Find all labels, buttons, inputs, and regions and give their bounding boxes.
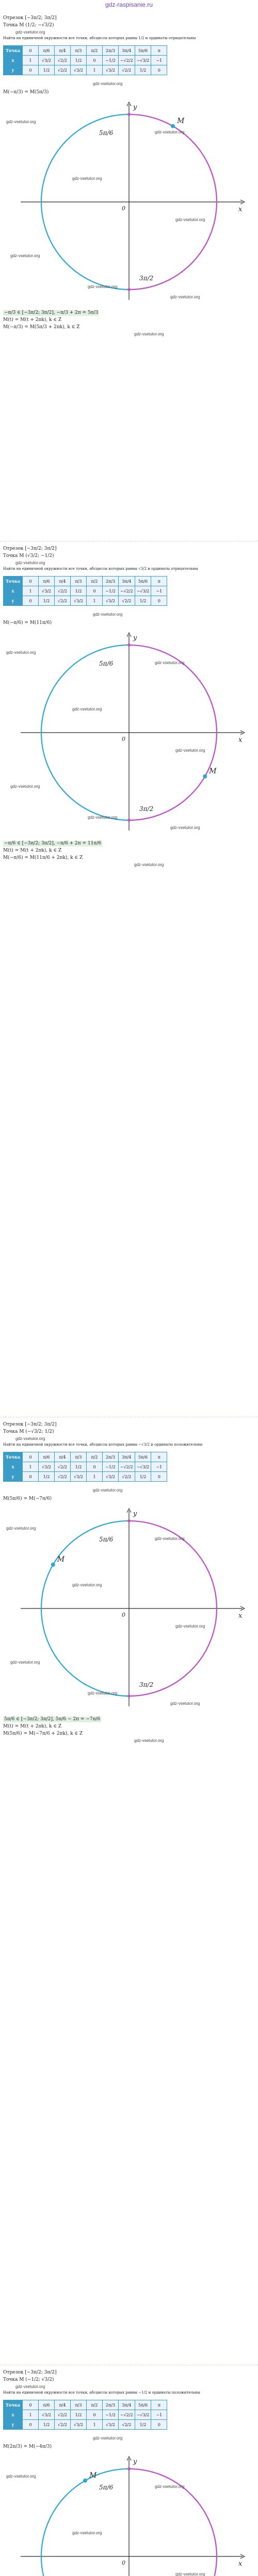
table-cell: π/6 [39, 46, 55, 56]
table-cell: −√2/2 [119, 56, 135, 65]
watermark: gdz-vsetutor.org [93, 1488, 123, 1493]
task-note: Найти на единичной окружности все точки, абсциссы которых равны −√3/2 и ординаты положительны [3, 1443, 203, 1447]
table-cell: −√2/2 [119, 2410, 135, 2420]
unit-circle-diagram [0, 1505, 258, 1711]
table-cell: √2/2 [55, 56, 71, 65]
table-cell: 1/2 [135, 1472, 151, 1482]
table-cell: √2/2 [119, 65, 135, 75]
table-cell: 0 [23, 577, 39, 586]
watermark: gdz-vsetutor.org [155, 1536, 185, 1541]
table-cell: 5π/6 [135, 46, 151, 56]
table-cell: 1/2 [39, 65, 55, 75]
table-cell: π [151, 1452, 167, 1462]
table-cell: 0 [151, 596, 167, 606]
point-m-marker [51, 1563, 55, 1567]
table-header-cell: x [4, 2410, 23, 2420]
values-table [3, 2400, 167, 2430]
table-header-cell: x [4, 1462, 23, 1472]
top-marker [127, 643, 131, 647]
table-cell: 3π/4 [119, 2400, 135, 2410]
top-marker [127, 1519, 131, 1522]
table-row [4, 2410, 167, 2420]
values-table [3, 576, 167, 606]
point-text: Точка M (√3/2; −1/2) [3, 553, 54, 558]
table-cell: 0 [87, 56, 103, 65]
site-title[interactable]: gdz-raspisanie.ru [105, 1, 153, 8]
point-m-label: M [89, 2471, 97, 2480]
watermark: gdz-vsetutor.org [155, 660, 185, 665]
table-cell: π/2 [87, 1452, 103, 1462]
table-cell: 3π/4 [119, 577, 135, 586]
watermark: gdz-vsetutor.org [134, 1738, 164, 1743]
table-cell: 1 [23, 586, 39, 596]
formula-text: M(2π/3) = M(−4π/3) [3, 2444, 52, 2449]
table-row [4, 2420, 167, 2430]
unit-circle-diagram [0, 630, 258, 836]
table-cell: √2/2 [55, 1462, 71, 1472]
table-cell: π/3 [71, 1452, 87, 1462]
bottom-marker [127, 288, 131, 291]
table-cell: √3/2 [39, 2410, 55, 2420]
table-row [4, 1472, 167, 1482]
watermark: gdz-vsetutor.org [170, 1701, 200, 1706]
table-header-cell: Точка [4, 1452, 23, 1462]
table-cell: 0 [87, 586, 103, 596]
table-row [4, 2400, 167, 2410]
table-cell: 1/2 [39, 1472, 55, 1482]
table-cell: −1 [151, 56, 167, 65]
watermark: gdz-vsetutor.org [10, 1660, 40, 1665]
point-text: Точка M (−1/2; √3/2) [3, 2377, 54, 2382]
table-row [4, 65, 167, 75]
table-cell: −√2/2 [119, 1462, 135, 1472]
table-cell: π [151, 577, 167, 586]
table-cell: 0 [151, 1472, 167, 1482]
table-cell: π/4 [55, 1452, 71, 1462]
table-cell: −1/2 [103, 56, 119, 65]
x-axis-label: x [238, 1612, 243, 1620]
table-row [4, 46, 167, 56]
table-cell: −√3/2 [135, 586, 151, 596]
table-row [4, 586, 167, 596]
table-cell: 1 [87, 596, 103, 606]
table-cell: 0 [87, 2410, 103, 2420]
watermark: gdz-vsetutor.org [72, 707, 102, 711]
watermark: gdz-vsetutor.org [6, 120, 36, 124]
table-cell: √2/2 [55, 2420, 71, 2430]
unit-circle-diagram [0, 2453, 258, 2576]
table-cell: 3π/4 [119, 1452, 135, 1462]
table-cell: π/6 [39, 2400, 55, 2410]
table-cell: 1/2 [135, 65, 151, 75]
unit-circle-diagram [0, 99, 258, 305]
table-cell: −1 [151, 586, 167, 596]
table-cell: −√3/2 [135, 56, 151, 65]
solution-step: 5π/6 ∈ [−3π/2; 3π/2], 5π/6 − 2π = −7π/6 [4, 1717, 101, 1722]
watermark: gdz-vsetutor.org [72, 1583, 102, 1587]
watermark: gdz-vsetutor.org [175, 2572, 205, 2576]
watermark: gdz-vsetutor.org [170, 295, 200, 299]
watermark: gdz-vsetutor.org [175, 1624, 205, 1629]
table-cell: 2π/3 [103, 577, 119, 586]
point-m-marker [171, 124, 175, 128]
watermark: gdz-vsetutor.org [93, 81, 123, 86]
table-cell: √2/2 [119, 596, 135, 606]
table-cell: π [151, 2400, 167, 2410]
angle-label-top: 5π/6 [99, 660, 114, 667]
y-axis-label: y [133, 104, 137, 111]
point-text: Точка M (−√3/2; 1/2) [3, 1429, 54, 1434]
table-cell: 1 [23, 56, 39, 65]
table-cell: 0 [23, 65, 39, 75]
watermark: gdz-vsetutor.org [88, 1691, 118, 1696]
table-cell: √2/2 [55, 586, 71, 596]
table-cell: √2/2 [55, 2410, 71, 2420]
interval-text: Отрезок [−3π/2; 3π/2] [3, 1422, 57, 1427]
table-row [4, 56, 167, 65]
formula-text: M(5π/6) = M(−7π/6) [3, 1496, 52, 1501]
interval-text: Отрезок [−3π/2; 3π/2] [3, 2370, 57, 2375]
table-cell: π/2 [87, 577, 103, 586]
origin-label: 0 [122, 736, 125, 742]
watermark: gdz-vsetutor.org [155, 2484, 185, 2489]
table-cell: √3/2 [103, 1472, 119, 1482]
x-axis-label: x [238, 206, 243, 213]
solution-step: M(t) = M(t + 2πk), k ∈ Z [3, 1724, 62, 1729]
task-note: Найти на единичной окружности все точки, абсциссы которых равны √3/2 и ординаты отрицательны [3, 567, 198, 571]
table-cell: π/3 [71, 46, 87, 56]
watermark: gdz-vsetutor.org [134, 862, 164, 867]
table-cell: √3/2 [71, 2420, 87, 2430]
table-cell: π/6 [39, 1452, 55, 1462]
watermark: gdz-vsetutor.org [15, 30, 45, 35]
solution-step: −π/3 ∈ [−3π/2; 3π/2], −π/3 + 2π = 5π/3 [4, 310, 99, 315]
table-cell: π/3 [71, 2400, 87, 2410]
table-cell: √3/2 [103, 596, 119, 606]
table-cell: 1/2 [71, 586, 87, 596]
table-cell: 2π/3 [103, 2400, 119, 2410]
watermark: gdz-vsetutor.org [15, 1436, 45, 1441]
watermark: gdz-vsetutor.org [175, 748, 205, 753]
watermark: gdz-vsetutor.org [10, 784, 40, 789]
table-header-cell: y [4, 2420, 23, 2430]
table-cell: 5π/6 [135, 577, 151, 586]
interval-text: Отрезок [−3π/2; 3π/2] [3, 15, 57, 21]
table-cell: √3/2 [39, 586, 55, 596]
watermark: gdz-vsetutor.org [10, 253, 40, 258]
solution-step: M(−π/6) = M(11π/6 + 2πk), k ∈ Z [3, 855, 83, 860]
watermark: gdz-vsetutor.org [93, 2436, 123, 2441]
origin-label: 0 [122, 1612, 125, 1618]
watermark: gdz-vsetutor.org [175, 217, 205, 222]
point-m-label: M [57, 1555, 65, 1564]
table-cell: 0 [23, 1472, 39, 1482]
table-cell: 0 [151, 2420, 167, 2430]
table-header-cell: x [4, 56, 23, 65]
table-cell: √2/2 [119, 1472, 135, 1482]
task-note: Найти на единичной окружности все точки, абсциссы которых равны −1/2 и ординаты положительны [3, 2391, 200, 2395]
solution-step: M(5π/6) = M(−7π/6 + 2πk), k ∈ Z [3, 1731, 83, 1736]
table-cell: −1/2 [103, 586, 119, 596]
point-m-label: M [209, 767, 217, 775]
watermark: gdz-vsetutor.org [6, 1526, 36, 1531]
table-cell: π/6 [39, 577, 55, 586]
values-table [3, 1452, 167, 1482]
watermark: gdz-vsetutor.org [170, 825, 200, 830]
table-cell: √3/2 [71, 65, 87, 75]
table-cell: 1/2 [135, 596, 151, 606]
interval-text: Отрезок [−3π/2; 3π/2] [3, 546, 57, 551]
point-m-marker [83, 2479, 87, 2483]
table-cell: 1 [23, 2410, 39, 2420]
table-cell: √3/2 [39, 1462, 55, 1472]
y-axis-label: y [133, 634, 137, 642]
table-header-cell: y [4, 596, 23, 606]
watermark: gdz-vsetutor.org [15, 561, 45, 565]
task-note: Найти на единичной окружности все точки, абсциссы которых равны 1/2 и ординаты отрицательны [3, 36, 196, 40]
table-cell: 1/2 [135, 2420, 151, 2430]
table-cell: 3π/4 [119, 46, 135, 56]
bottom-marker [127, 819, 131, 822]
watermark: gdz-vsetutor.org [72, 2531, 102, 2535]
table-cell: 0 [87, 1462, 103, 1472]
table-header-cell: Точка [4, 577, 23, 586]
table-cell: 0 [23, 1452, 39, 1462]
table-cell: −1/2 [103, 1462, 119, 1472]
table-cell: 0 [23, 2420, 39, 2430]
table-cell: −1 [151, 1462, 167, 1472]
table-cell: −1/2 [103, 2410, 119, 2420]
table-row [4, 1452, 167, 1462]
x-axis-label: x [238, 736, 243, 744]
table-cell: 2π/3 [103, 1452, 119, 1462]
watermark: gdz-vsetutor.org [88, 815, 118, 820]
table-cell: √2/2 [55, 1472, 71, 1482]
table-cell: √2/2 [119, 2420, 135, 2430]
table-cell: 1/2 [39, 596, 55, 606]
table-cell: −√3/2 [135, 1462, 151, 1472]
table-cell: π/4 [55, 2400, 71, 2410]
values-table [3, 45, 167, 75]
table-cell: 0 [23, 2400, 39, 2410]
table-row [4, 1462, 167, 1472]
point-text: Точка M (1/2; −√3/2) [3, 23, 54, 28]
table-cell: 1/2 [71, 2410, 87, 2420]
watermark: gdz-vsetutor.org [155, 130, 185, 134]
y-axis-label: y [133, 2458, 137, 2466]
solution-step: M(−π/3) = M(5π/3 + 2πk), k ∈ Z [3, 325, 80, 330]
table-cell: 0 [151, 65, 167, 75]
table-cell: 1/2 [39, 2420, 55, 2430]
table-row [4, 596, 167, 606]
table-cell: 1 [87, 2420, 103, 2430]
origin-label: 0 [122, 2560, 125, 2566]
table-cell: 1 [23, 1462, 39, 1472]
table-cell: π/4 [55, 46, 71, 56]
angle-label-bottom: 3π/2 [139, 805, 154, 812]
table-cell: π/3 [71, 577, 87, 586]
table-cell: √3/2 [39, 56, 55, 65]
table-cell: 1 [87, 65, 103, 75]
solution-step: −π/6 ∈ [−3π/2; 3π/2], −π/6 + 2π = 11π/6 [4, 841, 102, 846]
watermark: gdz-vsetutor.org [72, 176, 102, 181]
angle-label-top: 5π/6 [99, 1536, 114, 1543]
table-header-cell: Точка [4, 46, 23, 56]
angle-label-top: 5π/6 [99, 129, 114, 137]
table-cell: −√3/2 [135, 2410, 151, 2420]
table-header-cell: x [4, 586, 23, 596]
table-cell: √3/2 [71, 1472, 87, 1482]
table-cell: √3/2 [71, 596, 87, 606]
angle-label-bottom: 3π/2 [139, 275, 154, 282]
table-cell: 1 [87, 1472, 103, 1482]
table-cell: 1/2 [71, 1462, 87, 1472]
table-cell: π/2 [87, 2400, 103, 2410]
table-cell: √2/2 [55, 596, 71, 606]
table-cell: √2/2 [55, 65, 71, 75]
table-cell: 1/2 [71, 56, 87, 65]
table-cell: 0 [23, 46, 39, 56]
table-header-cell: y [4, 65, 23, 75]
table-cell: 2π/3 [103, 46, 119, 56]
table-cell: −√2/2 [119, 586, 135, 596]
bottom-marker [127, 1694, 131, 1698]
watermark: gdz-vsetutor.org [93, 612, 123, 617]
solution-step: M(t) = M(t + 2πk), k ∈ Z [3, 848, 62, 853]
table-cell: 5π/6 [135, 2400, 151, 2410]
table-cell: −1 [151, 2410, 167, 2420]
table-cell: √3/2 [103, 65, 119, 75]
top-marker [127, 113, 131, 116]
watermark: gdz-vsetutor.org [6, 2474, 36, 2479]
table-header-cell: y [4, 1472, 23, 1482]
angle-label-bottom: 3π/2 [139, 1681, 154, 1688]
table-cell: 0 [23, 596, 39, 606]
watermark: gdz-vsetutor.org [15, 2384, 45, 2389]
watermark: gdz-vsetutor.org [6, 650, 36, 655]
table-row [4, 577, 167, 586]
table-cell: π/4 [55, 577, 71, 586]
table-cell: π [151, 46, 167, 56]
formula-text: M(−π/6) = M(11π/6) [3, 620, 52, 625]
angle-label-top: 5π/6 [99, 2484, 114, 2491]
x-axis-label: x [238, 2560, 243, 2568]
watermark: gdz-vsetutor.org [134, 332, 164, 336]
table-cell: 5π/6 [135, 1452, 151, 1462]
table-header-cell: Точка [4, 2400, 23, 2410]
point-m-marker [203, 774, 207, 778]
solution-step: M(t) = M(t + 2πk), k ∈ Z [3, 317, 62, 323]
table-cell: π/2 [87, 46, 103, 56]
formula-text: M(−π/3) = M(5π/3) [3, 90, 49, 95]
y-axis-label: y [133, 1510, 137, 1518]
top-marker [127, 2467, 131, 2470]
point-m-label: M [177, 116, 185, 125]
origin-label: 0 [122, 205, 125, 212]
table-cell: √3/2 [103, 2420, 119, 2430]
watermark: gdz-vsetutor.org [88, 284, 118, 289]
